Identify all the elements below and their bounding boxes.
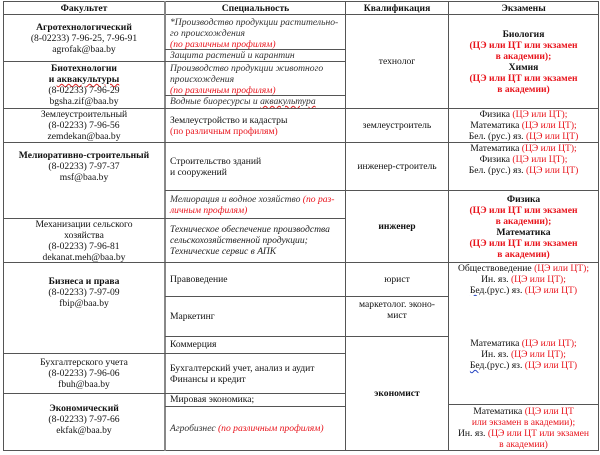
exam-condition: [496, 51, 552, 62]
exam-condition: (ЦЭ или ЦТ);: [512, 109, 568, 120]
specialty-text: [170, 423, 324, 434]
specialty-text: [170, 96, 345, 107]
header-label: Специальность: [221, 2, 290, 14]
faculty-phone: (8-02233) 7-96-25, 7-96-91: [30, 32, 138, 44]
exam-subject: Биология: [502, 28, 545, 40]
specialty-land-management: [166, 109, 345, 142]
faculty-phone: (8-02233) 7-96-56: [48, 120, 120, 131]
exams-civil-engineer: [449, 143, 598, 190]
grid-line: [3, 450, 599, 451]
specialty-world-economy: [166, 394, 345, 406]
qualification-civil-engineer: [346, 143, 448, 190]
qualification-text: маркетолог. эконо-: [359, 299, 435, 310]
header-label: Квалификация: [363, 2, 431, 14]
exam-condition: (ЦЭ или ЦТ);: [510, 349, 566, 360]
qualification-text: мист: [387, 310, 407, 321]
faculty-email[interactable]: fbip@baa.by: [59, 297, 109, 309]
specialty-melioration: [166, 191, 345, 218]
specialty-agrobusiness: [166, 407, 345, 450]
faculty-buh: [4, 354, 164, 393]
faculty-name: Экономический: [49, 402, 119, 414]
specialty-profiles-note: (по различным профилям): [170, 39, 276, 49]
grid-line: [598, 1, 599, 451]
exams-lawyer: [449, 263, 598, 296]
qualification-text: юрист: [384, 274, 410, 285]
exam-condition: (ЦЭ или ЦТ);: [534, 263, 590, 274]
exam-condition: (ЦЭ или ЦТ или экзамен: [469, 72, 578, 84]
exam-condition: (ЦЭ или ЦТ): [525, 131, 579, 142]
exam-condition: (ЦЭ или ЦТ: [524, 405, 574, 417]
exam-line: [458, 263, 589, 274]
qualification-text: экономист: [374, 388, 420, 399]
exam-subject: Математика: [470, 338, 520, 349]
specialty-technical-support: [166, 219, 345, 262]
qualification-economist: [346, 337, 448, 450]
specialty-plant-protection: [166, 50, 345, 61]
specialty-text: и сооружений: [170, 166, 227, 178]
faculty-email[interactable]: ekfak@baa.by: [56, 424, 112, 436]
exam-subject: Обществоведение: [457, 263, 532, 274]
faculty-agro: [4, 15, 164, 61]
exam-line: [470, 143, 576, 154]
exam-subject: Ин. яз.: [481, 349, 509, 360]
faculty-phone: (8-02233) 7-96-81: [48, 240, 120, 252]
faculty-name: Бизнеса и права: [48, 275, 120, 287]
header-label: Факультет: [60, 2, 108, 14]
specialty-text: Бухгалтерский учет, анализ и аудит: [170, 362, 315, 374]
faculty-email[interactable]: fbuh@baa.by: [58, 379, 110, 390]
specialty-text-part: Агробизнес: [170, 423, 218, 434]
specialty-text: Строительство зданий: [170, 155, 262, 167]
specialty-text-part: Мелиорация и водное хозяйство: [170, 194, 303, 205]
exam-line: [481, 349, 566, 360]
faculty-mech: [4, 219, 164, 262]
faculty-name-part: аквакультуры: [56, 74, 120, 85]
column-header-specialty: [166, 2, 345, 14]
exam-line: [470, 338, 576, 349]
qualification-land-surveyor: [346, 109, 448, 142]
faculty-bio: [4, 62, 164, 108]
faculty-phone: (8-02233) 7-96-06: [48, 368, 120, 379]
exam-subject-part: .(рус.) яз.: [484, 360, 523, 371]
faculty-email[interactable]: zemdekan@baa.by: [47, 131, 121, 142]
faculty-name-line2: [49, 74, 120, 85]
exam-condition: (ЦЭ или ЦТ);: [512, 154, 568, 165]
specialty-profiles-note: (по различным профилям): [170, 125, 278, 137]
exam-subject: Ин. яз.: [481, 274, 509, 285]
specialty-text: происхождения: [170, 74, 235, 85]
specialty-text-part: аквакультура: [260, 96, 316, 107]
exam-condition: (ЦЭ или ЦТ);: [521, 120, 577, 131]
exam-line: [480, 109, 568, 120]
faculty-name: Биотехнологии: [51, 63, 117, 74]
specialty-profiles-note: (по раз-: [302, 194, 335, 205]
exam-condition: (ЦЭ или ЦТ): [524, 285, 578, 296]
exam-condition: (ЦЭ или ЦТ);: [510, 274, 566, 285]
exam-line: [470, 120, 576, 131]
exam-condition: (ЦЭ или ЦТ);: [521, 338, 577, 349]
exam-condition: (ЦЭ или ЦТ или экзамен: [469, 39, 578, 51]
exams-engineer: [449, 191, 598, 262]
exam-subject: Бел. (рус.) яз.: [468, 165, 524, 176]
specialty-text: Коммерция: [170, 339, 217, 350]
qualification-text: инженер-строитель: [357, 161, 437, 172]
exam-line: [470, 360, 577, 371]
qualification-text: технолог: [378, 56, 416, 67]
qualification-text: инженер: [378, 221, 416, 232]
exam-subject: Математика: [496, 226, 551, 238]
specialty-text: Землеустройство и кадастры: [170, 114, 288, 126]
exam-line: [458, 428, 589, 439]
exam-condition: в академии): [497, 83, 550, 95]
specialty-marketing: [166, 297, 345, 336]
faculty-name: Агротехнологический: [36, 21, 132, 33]
specialty-text: го происхождения: [170, 28, 246, 39]
specialty-profiles-note: (по различным профилям): [217, 423, 324, 434]
specialty-plant-production: [166, 15, 345, 49]
exam-condition: (ЦЭ или ЦТ или экзамен: [469, 237, 578, 249]
exam-condition: (ЦЭ или ЦТ или экзамен: [487, 427, 589, 439]
column-header-qualification: [346, 2, 448, 14]
exam-subject: Ин. яз.: [458, 427, 486, 439]
specialty-accounting: [166, 354, 345, 393]
faculty-bizn: [4, 263, 164, 311]
specialty-profiles-note: (по различным профилям): [170, 85, 276, 95]
faculty-zem: [4, 109, 164, 142]
faculty-name-part: и: [48, 74, 57, 85]
faculty-phone: (8-02233) 7-97-37: [48, 160, 120, 172]
exam-condition: (ЦЭ или ЦТ): [524, 360, 578, 371]
specialty-commerce: [166, 337, 345, 353]
qualification-marketer: [346, 297, 448, 336]
exam-line: [470, 285, 577, 296]
faculty-email[interactable]: dekanat.meh@baa.by: [42, 251, 126, 262]
exam-condition: (ЦЭ или ЦТ): [525, 165, 579, 176]
specialty-law: [166, 263, 345, 296]
faculty-email[interactable]: agrofak@baa.by: [52, 43, 116, 55]
faculty-phone: (8-02233) 7-97-09: [48, 286, 120, 298]
exam-condition: (ЦЭ или ЦТ или экзамен: [469, 204, 578, 216]
exam-line: [480, 154, 568, 165]
specialty-text: Защита растений и карантин: [170, 50, 295, 61]
exam-line: [481, 274, 566, 285]
faculty-email[interactable]: msf@baa.by: [59, 171, 109, 183]
exam-subject: Химия: [508, 61, 539, 73]
faculty-name: Землеустроительный: [40, 109, 128, 120]
specialty-construction: [166, 143, 345, 190]
specialty-text-part: Водные биоресурсы и: [170, 96, 261, 107]
header-label: Экзамены: [501, 2, 546, 14]
specialty-text: Финансы и кредит: [170, 373, 246, 385]
faculty-name: Мелиоративно-строительный: [18, 149, 150, 161]
exam-subject: Математика: [470, 143, 520, 154]
exam-subject-part: .(рус.) яз.: [484, 285, 523, 296]
specialty-text: Производство продукции животного: [170, 63, 324, 74]
faculty-phone: (8-02233) 7-96-29: [48, 85, 120, 96]
faculty-email[interactable]: bgsha.zif@baa.by: [49, 96, 119, 107]
exam-subject: Физика: [506, 193, 541, 205]
exams-economics-block: [449, 297, 598, 404]
specialty-text: Техническое обеспечение производства: [170, 224, 330, 235]
faculty-melio: [4, 143, 164, 189]
specialty-profiles-note: личным профилям): [170, 205, 248, 216]
exam-subject: Физика: [479, 154, 511, 165]
specialty-text: Мировая экономика;: [170, 394, 255, 405]
exam-subject-part: Бед: [469, 285, 485, 296]
exam-line: [469, 131, 579, 142]
qualification-technologist: [346, 15, 448, 108]
specialty-text: Правоведение: [170, 274, 228, 285]
faculty-phone: (8-02233) 7-97-66: [48, 413, 120, 425]
exam-line: [469, 165, 579, 176]
exam-subject: Физика: [479, 109, 511, 120]
exam-subject: Математика: [470, 120, 520, 131]
exam-subject: Математика: [473, 405, 523, 417]
exams-economist: [449, 405, 598, 450]
specialty-text: Технические сервис в АПК: [170, 246, 277, 257]
specialty-text: [170, 194, 345, 205]
specialty-text: Маркетинг: [170, 311, 215, 322]
exam-condition: в академии): [499, 438, 548, 450]
exam-line: [473, 406, 574, 417]
qualification-engineer: [346, 191, 448, 262]
exam-condition: или экзамен в академии);: [471, 416, 576, 428]
exam-condition: (ЦЭ или ЦТ);: [521, 143, 577, 154]
exam-condition-part: в академии);: [495, 50, 552, 62]
column-header-faculty: [4, 2, 164, 14]
specialty-text: *Производство продукции растительно-: [170, 17, 339, 28]
column-header-exams: [449, 2, 598, 14]
exam-subject-part: Бед: [469, 360, 485, 371]
faculty-name: Механизации сельского: [35, 219, 133, 230]
qualification-text: землеустроитель: [362, 120, 432, 131]
exams-technologist: [449, 15, 598, 108]
specialty-text: сельскохозяйственной продукции;: [170, 235, 308, 246]
exam-condition: в академии);: [495, 215, 552, 227]
exam-condition: в академии): [497, 248, 550, 260]
specialty-water-bioresources: [166, 96, 345, 108]
specialty-animal-production: [166, 62, 345, 95]
exams-land-management: [449, 109, 598, 142]
faculty-name: Бухгалтерского учета: [40, 357, 128, 368]
qualification-lawyer: [346, 263, 448, 296]
faculty-name-line2: хозяйства: [64, 229, 104, 241]
faculty-econ: [4, 394, 164, 450]
exam-subject: Бел. (рус.) яз.: [468, 131, 524, 142]
